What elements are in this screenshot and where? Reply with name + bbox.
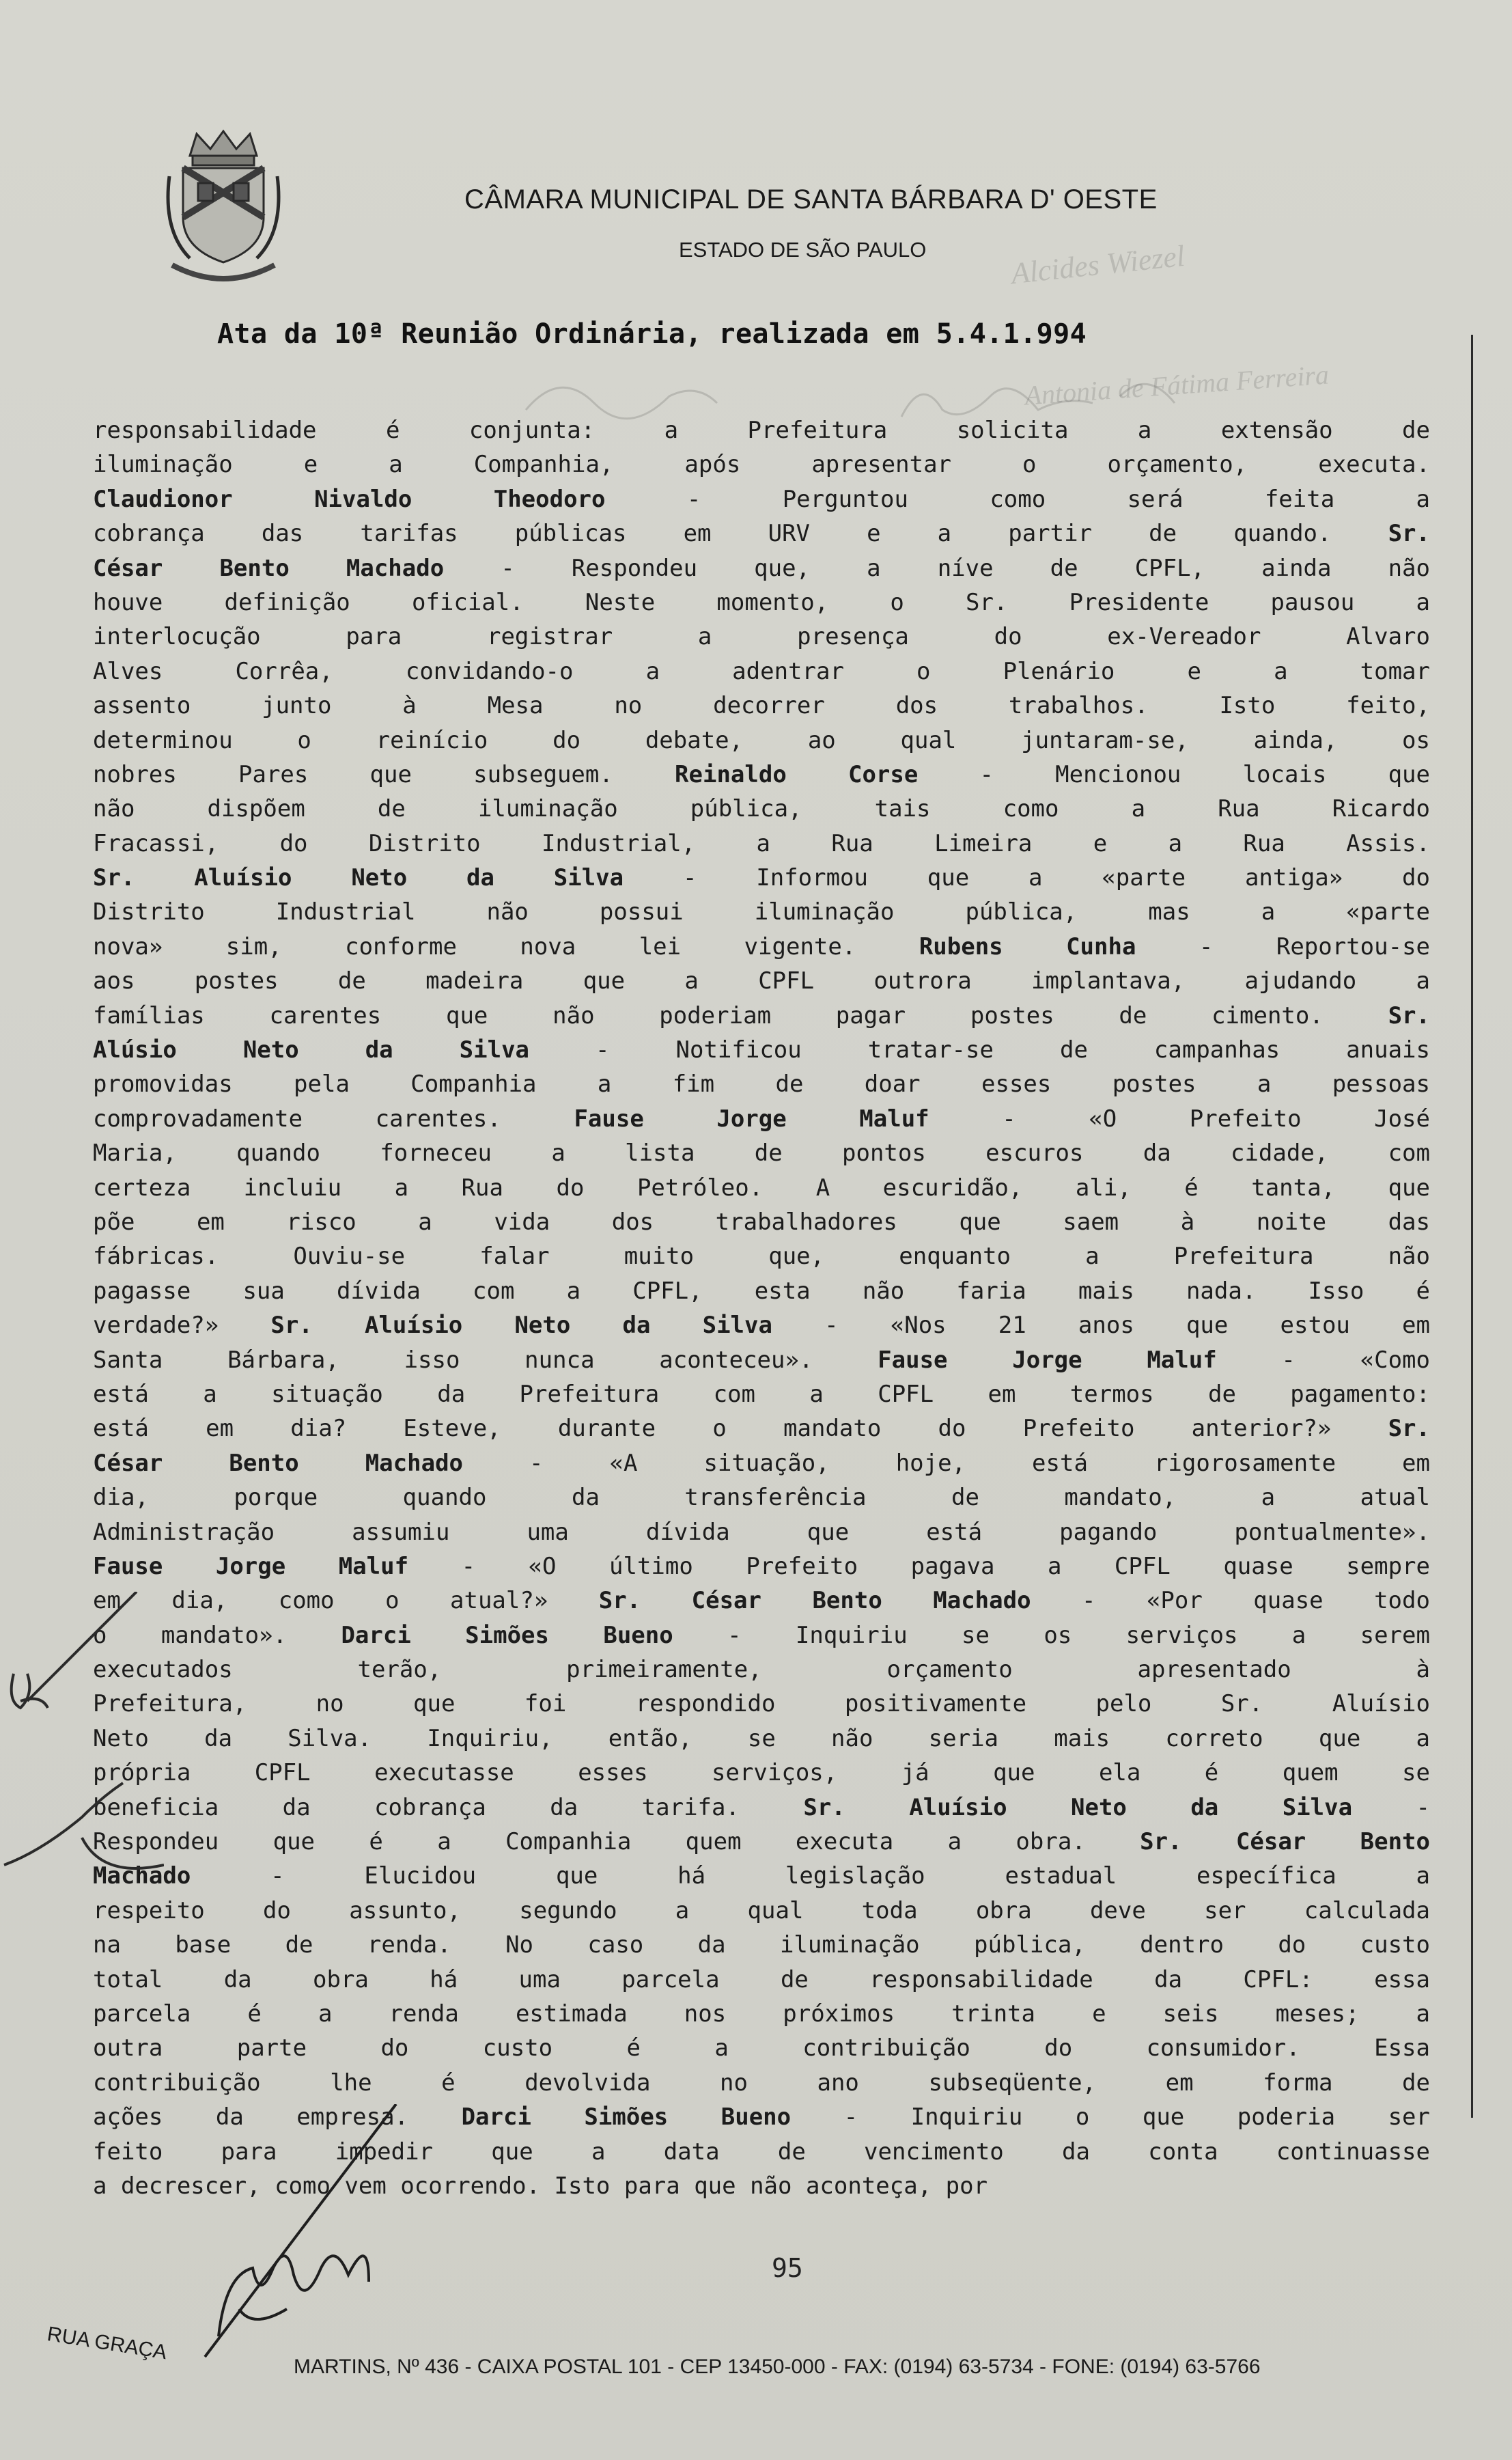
minutes-line [93,1411,1430,1446]
minutes-text: - Respondeu que, a níve de CPFL, ainda não [444,554,1430,582]
minutes-line [93,585,1430,620]
minutes-text: na base de renda. No caso da iluminação pública, dentro do custo [93,1931,1430,1959]
speaker-name: Fause Jorge Maluf [93,1552,409,1580]
minutes-line [93,1239,1430,1273]
minutes-line [93,1825,1430,1859]
minutes-text: a decrescer, como vem ocorrendo. Isto para que não aconteça, por [93,2172,988,2200]
minutes-body [93,413,1430,2203]
minutes-line [93,1067,1430,1101]
minutes-text: fábricas. Ouviu-se falar muito que, enquanto a Prefeitura não [93,1243,1430,1271]
minutes-line [93,482,1430,516]
speaker-name: Rubens Cunha [919,932,1136,960]
signature-icon [143,2104,458,2364]
minutes-text: Neto da Silva. Inquiriu, então, se não seria mais correto que a [93,1724,1430,1752]
speaker-name: Sr. César Bento Machado [598,1587,1031,1615]
minutes-text: nobres Pares que subseguem. [93,760,675,788]
minutes-line [93,516,1430,551]
minutes-line [93,1756,1430,1790]
minutes-line [93,1377,1430,1411]
speaker-name: Sr. [1388,1001,1430,1029]
speaker-name: Sr. Aluísio Neto da Silva [270,1312,772,1340]
minutes-text: Administração assumiu uma dívida que está pagando pontualmente». [93,1518,1430,1546]
minutes-text: - «O Prefeito José [929,1105,1430,1133]
minutes-line [93,1515,1430,1549]
minutes-text: ações da empresa. [93,2103,462,2131]
minutes-text: feito para impedir que a data de vencimento da conta continuasse [93,2138,1430,2166]
speaker-name: Claudionor Nivaldo Theodoro [93,485,606,513]
minutes-text: - «Nos 21 anos que estou em [772,1312,1430,1340]
ghost-signature: Antonia de Fátima Ferreira [1023,359,1330,411]
margin-rubric-icon [0,1592,164,1879]
minutes-text: Fracassi, do Distrito Industrial, a Rua Limeira e a Rua Assis. [93,829,1430,857]
minutes-text: beneficia da cobrança da tarifa. [93,1793,804,1821]
minutes-line [93,999,1430,1033]
minutes-text: pagasse sua dívida com a CPFL, esta não faria mais nada. Isso é [93,1277,1430,1305]
minutes-line [93,1722,1430,1756]
minutes-text: respeito do assunto, segundo a qual toda obra deve ser calculada [93,1896,1430,1924]
speaker-name: Fause Jorge Maluf [574,1105,929,1133]
meeting-title: Ata da 10ª Reunião Ordinária, realizada em 5.4.1.994 [217,318,1087,350]
minutes-text: contribuição lhe é devolvida no ano subseqüente, em forma de [93,2069,1430,2097]
minutes-text: famílias carentes que não poderiam pagar postes de cimento. [93,1001,1388,1029]
minutes-text: responsabilidade é conjunta: a Prefeitura solicita a extensão de [93,417,1430,444]
speaker-name: Sr. [1388,520,1430,548]
minutes-line [93,895,1430,929]
minutes-text: certeza incluiu a Rua do Petróleo. A escuridão, ali, é tanta, que [93,1174,1430,1202]
minutes-line [93,1136,1430,1170]
ghost-signature: Alcides Wiezel [1009,238,1187,291]
minutes-text: iluminação e a Companhia, após apresentar o orçamento, executa. [93,451,1430,479]
minutes-line [93,1997,1430,2031]
minutes-text: - Informou que a «parte antiga» do [624,864,1430,892]
minutes-line [93,413,1430,447]
minutes-line [93,654,1430,689]
minutes-text: promovidas pela Companhia a fim de doar esses postes a pessoas [93,1070,1430,1098]
minutes-line [93,1102,1430,1136]
minutes-text: - Inquiriu se os serviços a serem [673,1621,1430,1649]
minutes-line [93,827,1430,861]
speaker-name: Sr. Aluísio Neto da Silva [93,864,624,892]
minutes-text: comprovadamente carentes. [93,1105,574,1133]
minutes-line [93,1859,1430,1893]
minutes-line [93,1894,1430,1928]
minutes-text: Prefeitura, no que foi respondido positivamente pelo Sr. Aluísio [93,1690,1430,1718]
minutes-line [93,1274,1430,1308]
minutes-text: determinou o reinício do debate, ao qual juntaram-se, ainda, os [93,726,1430,754]
minutes-text: - Reportou-se [1136,932,1431,960]
coat-of-arms-icon [163,128,284,287]
minutes-text: em dia, como o atual?» [93,1587,599,1615]
minutes-line [93,1687,1430,1721]
speaker-name: Alúsio Neto da Silva [93,1036,530,1064]
minutes-text: está a situação da Prefeitura com a CPFL em termos de pagamento: [93,1380,1430,1408]
minutes-line [93,1653,1430,1687]
minutes-line [93,1446,1430,1480]
minutes-line [93,723,1430,758]
minutes-text: total da obra há uma parcela de responsabilidade da CPFL: essa [93,1965,1430,1993]
minutes-text: nova» sim, conforme nova lei vigente. [93,932,919,960]
speaker-name: César Bento Machado [93,554,445,582]
minutes-text: parcela é a renda estimada nos próximos trinta e seis meses; a [93,2000,1430,2028]
minutes-text: - «Por quase todo [1031,1587,1430,1615]
minutes-line [93,551,1430,585]
minutes-text: - Elucidou que há legislação estadual específica a [191,1862,1430,1890]
minutes-text: dia, porque quando da transferência de mandato, a atual [93,1484,1430,1512]
speaker-name: Machado [93,1862,191,1890]
minutes-text: Santa Bárbara, isso nunca aconteceu». [93,1346,878,1374]
speaker-name: Fause Jorge Maluf [878,1346,1217,1374]
minutes-text: houve definição oficial. Neste momento, o Sr. Presidente pausou a [93,588,1430,616]
minutes-text: Respondeu que é a Companhia quem executa a obra. [93,1828,1140,1856]
minutes-line [93,1205,1430,1239]
minutes-line [93,1308,1430,1342]
minutes-text: - «O último Prefeito pagava a CPFL quase sempre [408,1552,1430,1580]
state-name: ESTADO DE SÃO PAULO [679,238,927,262]
minutes-text: - Perguntou como será feita a [605,485,1431,513]
minutes-text: o mandato». [93,1621,341,1649]
minutes-text: Alves Corrêa, convidando-o a adentrar o Plenário e a tomar [93,657,1430,685]
minutes-line [93,1480,1430,1515]
minutes-text: assento junto à Mesa no decorrer dos trabalhos. Isto feito, [93,692,1430,720]
minutes-line [93,1791,1430,1825]
footer-street: RUA GRAÇA [45,2323,169,2364]
minutes-text: executados terão, primeiramente, orçamento apresentado à [93,1656,1430,1684]
minutes-line [93,1343,1430,1377]
speaker-name: Sr. César Bento [1140,1828,1430,1856]
minutes-text: aos postes de madeira que a CPFL outrora implantava, ajudando a [93,967,1430,995]
minutes-line [93,1549,1430,1584]
speaker-name: Sr. [1388,1415,1430,1443]
minutes-line [93,1928,1430,1962]
minutes-text: interlocução para registrar a presença do ex-Vereador Alvaro [93,623,1430,651]
minutes-line [93,447,1430,482]
minutes-text: - [1352,1793,1430,1821]
minutes-line [93,2031,1430,2065]
minutes-line [93,2066,1430,2100]
minutes-line [93,792,1430,826]
minutes-text: - Inquiriu o que poderia ser [791,2103,1430,2131]
minutes-text: própria CPFL executasse esses serviços, já que ela é quem se [93,1759,1430,1787]
speaker-name: César Bento Machado [93,1449,464,1477]
minutes-text: Maria, quando forneceu a lista de pontos escuros da cidade, com [93,1139,1430,1167]
minutes-text: está em dia? Esteve, durante o mandato do Prefeito anterior?» [93,1415,1388,1443]
speaker-name: Darci Simões Bueno [461,2103,792,2131]
right-margin-rule [1471,335,1473,2118]
minutes-text: - Mencionou locais que [918,760,1430,788]
minutes-text: - «Como [1216,1346,1430,1374]
speaker-name: Darci Simões Bueno [341,1621,673,1649]
minutes-line [93,930,1430,964]
minutes-text: põe em risco a vida dos trabalhadores que saem à noite das [93,1208,1430,1236]
page-number: 95 [772,2253,803,2283]
minutes-text: - Notificou tratar-se de campanhas anuais [529,1036,1430,1064]
footer-address: MARTINS, Nº 436 - CAIXA POSTAL 101 - CEP 13450-000 - FAX: (0194) 63-5734 - FONE: (0194) 63-5766 [294,2355,1261,2378]
minutes-line [93,1171,1430,1205]
minutes-text: outra parte do custo é a contribuição do consumidor. Essa [93,2034,1430,2062]
speaker-name: Sr. Aluísio Neto da Silva [803,1793,1353,1821]
minutes-text: não dispõem de iluminação pública, tais como a Rua Ricardo [93,795,1430,823]
minutes-text: cobrança das tarifas públicas em URV e a partir de quando. [93,520,1388,548]
minutes-text: verdade?» [93,1312,271,1340]
minutes-line [93,964,1430,998]
minutes-text: - «A situação, hoje, está rigorosamente em [463,1449,1430,1477]
minutes-line [93,1033,1430,1067]
minutes-line [93,689,1430,723]
minutes-line [93,1618,1430,1653]
institution-name: CÂMARA MUNICIPAL DE SANTA BÁRBARA D' OESTE [464,184,1158,215]
minutes-text: Distrito Industrial não possui iluminação pública, mas a «parte [93,898,1430,926]
speaker-name: Reinaldo Corse [675,760,919,788]
minutes-line [93,1584,1430,1618]
minutes-line [93,1963,1430,1997]
minutes-line [93,758,1430,792]
minutes-line [93,620,1430,654]
minutes-line [93,861,1430,895]
